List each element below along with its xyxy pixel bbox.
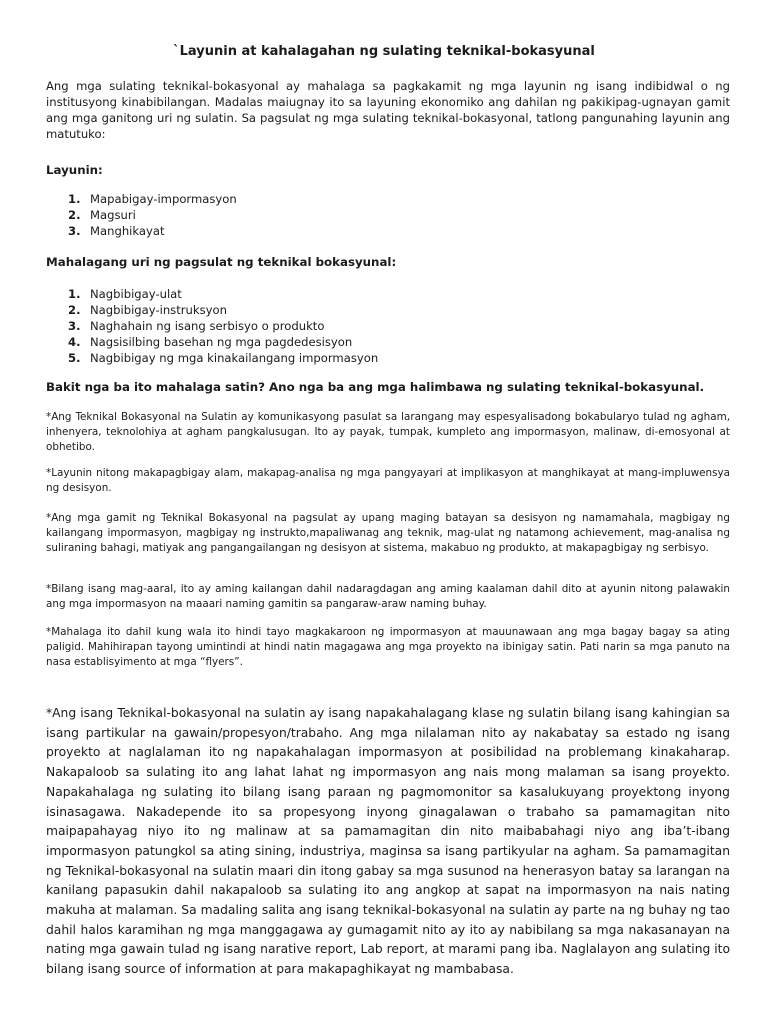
list-number: 3. [68,224,81,238]
list-item [68,318,378,334]
list-number: 5. [68,351,81,365]
answer-paragraph-4: *Bilang isang mag-aaral, ito ay aming kailangan dahil nadaragdagan ang aming kaalaman dahil dito at ayunin nitong palawakin ang mga impormasyon na maaari naming gamitin sa pangaraw-araw naming buhay. [46,583,730,610]
answer-paragraph-2: *Layunin nitong makapagbigay alam, makapag-analisa ng mga pangyayari at implikasyon at manghikayat at mang-impluwensya ng desisyon. [46,467,730,494]
uri-heading: Mahalagang uri ng pagsulat ng teknikal bokasyunal: [46,255,397,269]
answer-paragraph-1: *Ang Teknikal Bokasyonal na Sulatin ay komunikasyong pasulat sa larangang may espesyalisadong bokabularyo tulad ng agham, inhenyera, teknolohiya at agham pangkalusugan. Ito ay payak, tumpak, kumpleto ang impormasyon, malinaw, di-emosyonal at obhetibo. [46,411,730,453]
list-number: 4. [68,335,81,349]
list-number: 1. [68,287,81,301]
uri-list [68,286,378,366]
layunin-heading: Layunin: [46,163,103,177]
intro-paragraph: Ang mga sulating teknikal-bokasyonal ay mahalaga sa pagkakamit ng mga layunin ng isang indibidwal o ng institusyong kinabibilangan. Madalas maiugnay ito sa layuning ekonomiko ang dahilan ng pakikipag-ugnayan gamit ang mga ganitong uri ng sulatin. Sa pagsulat ng mga sulating teknikal-bokasyonal, tatlong pangunahing layunin ang matutuko: [46,79,730,141]
list-number: 2. [68,208,81,222]
answer-paragraph-5: *Mahalaga ito dahil kung wala ito hindi tayo magkakaroon ng impormasyon at mauunawaan ang mga bagay bagay sa ating paligid. Mahihirapan tayong umintindi at hindi natin magagawa ang mga proyekto na ibinigay satin. Pati narin sa mga panuto na nasa establisyimento at mga “flyers”. [46,626,730,668]
list-text: Naghahain ng isang serbisyo o produkto [90,319,325,333]
answer-paragraph-3: *Ang mga gamit ng Teknikal Bokasyonal na pagsulat ay upang maging batayan sa desisyon ng namamahala, magbigay ng kailangang impormasyon, magbigay ng instrukto,mapaliwanag ang teknik, mag-ulat ng natamong achievement, mag-analisa ng suliraning bahagi, matiyak ang pangangailangan ng desisyon at sistema, makabuo ng produkto, at makapagbigay ng serbisyo. [46,512,730,554]
list-item [68,223,237,239]
list-item [68,302,378,318]
list-item [68,334,378,350]
list-text: Nagbibigay-instruksyon [90,303,227,317]
document-title: `Layunin at kahalagahan ng sulating teknikal-bokasyunal [173,44,595,59]
list-number: 1. [68,192,81,206]
list-text: Magsuri [90,208,136,222]
closing-paragraph: *Ang isang Teknikal-bokasyonal na sulatin ay isang napakahalagang klase ng sulatin bilang isang kahingian sa isang partikular na gawain/propesyon/trabaho. Ang mga nilalaman nito ay nakabatay sa estado ng isang proyekto at naglalaman ito ng napakahalagan impormasyon at posibilidad na problemang kinakaharap. Nakapaloob sa sulating ito ang lahat lahat ng impormasyon ang nais mong malaman sa isang proyekto. Napakahalaga ng sulating ito bilang isang paraan ng pagmomonitor sa kasalukuyang proyektong inyong isinasagawa. Nakadepende ito sa propesyong inyong ginagalawan o trabaho sa pamamagitan nito maipapahayag niyo ito ng malinaw at sa pamamagitan din nito maibabahagi niyo ang iba’t-ibang impormasyon patungkol sa ating sining, industriya, maginsa sa isang partikyular na agham. Sa pamamagitan ng Teknikal-bokasyonal na sulatin maari din itong gabay sa mga susunod na henerasyon batay sa larangan na kanilang papasukin dahil nakapaloob sa sulating ito ang angkop at sapat na impormasyon na nais nating makuha at malaman. Sa madaling salita ang isang teknikal-bokasyonal na sulatin ay parte na ng buhay ng tao dahil halos karamihan ng mga manggagawa ay gumagamit nito ay ito ay nabibilang sa mga nakasanayan na nating mga gawain tulad ng isang narative report, Lab report, at marami pang iba. Naglalayon ang sulating ito bilang isang source of information at para makapaghikayat ng mambabasa. [46,706,730,977]
list-text: Nagbibigay ng mga kinakailangang impormasyon [90,351,379,365]
list-item [68,286,378,302]
layunin-list [68,191,237,239]
list-number: 2. [68,303,81,317]
list-item [68,350,378,366]
question-heading: Bakit nga ba ito mahalaga satin? Ano nga ba ang mga halimbawa ng sulating teknikal-bokasyunal. [46,380,705,394]
list-text: Manghikayat [90,224,165,238]
list-item [68,191,237,207]
list-text: Mapabigay-impormasyon [90,192,237,206]
list-item [68,207,237,223]
list-number: 3. [68,319,81,333]
list-text: Nagsisilbing basehan ng mga pagdedesisyon [90,335,353,349]
list-text: Nagbibigay-ulat [90,287,182,301]
